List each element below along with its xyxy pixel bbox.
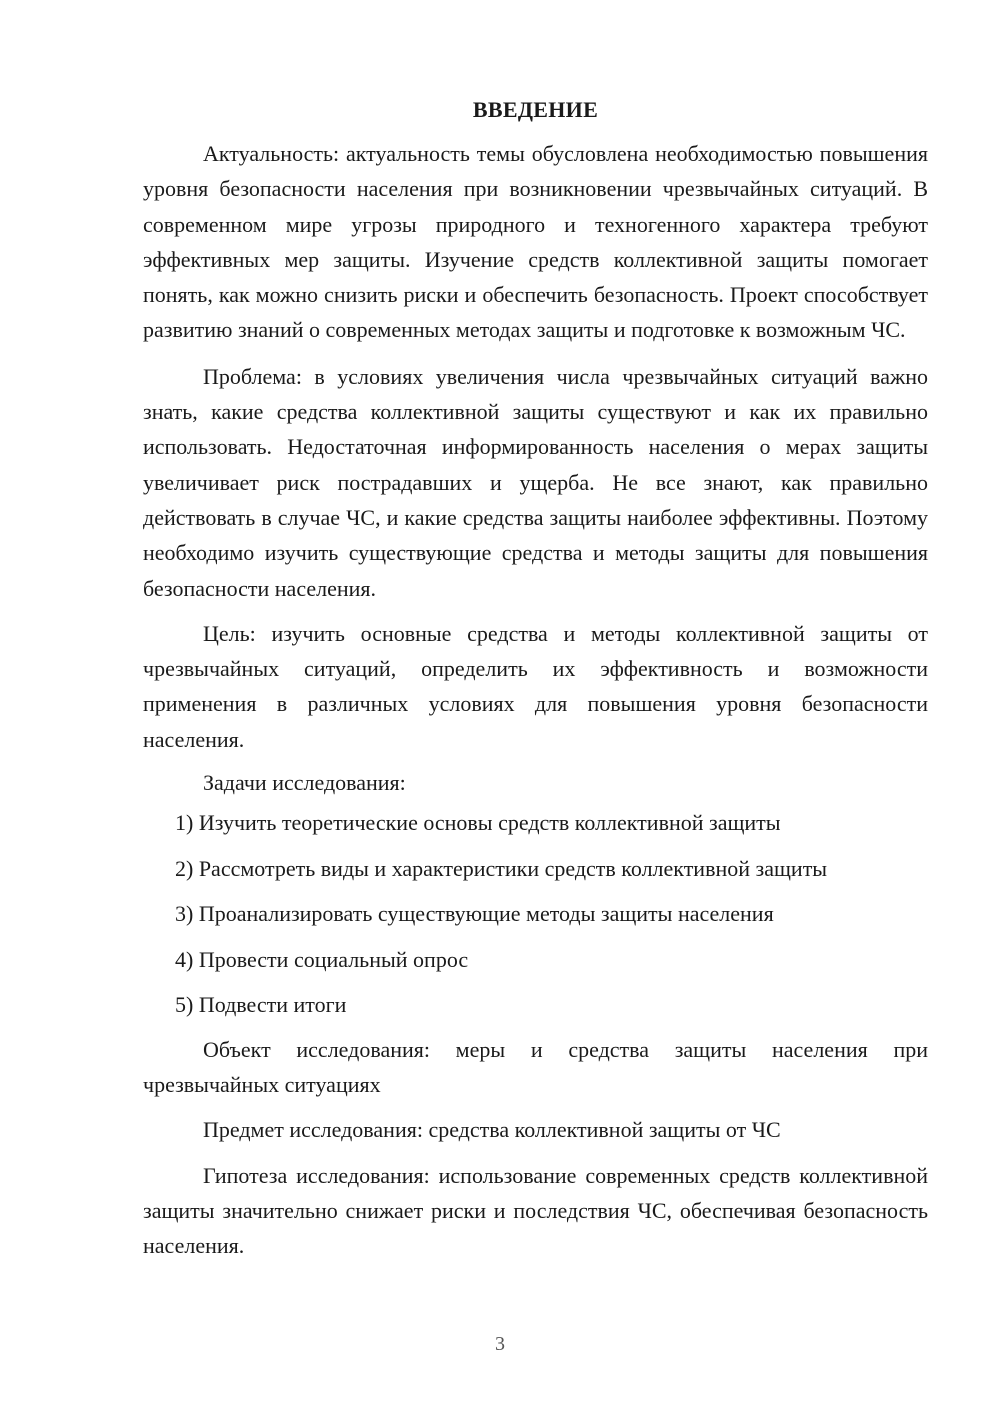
page-title: ВВЕДЕНИЕ: [472, 97, 599, 122]
task-item-4: 4) Провести социальный опрос: [175, 946, 469, 972]
goal-paragraph: Цель: изучить основные средства и методы коллективной защиты от чрезвычайных ситуаций, определить их эффективность и возможности применения в различных условиях для повышения уровня безопасности населения.: [143, 620, 928, 752]
relevance-paragraph: Актуальность: актуальность темы обусловлена необходимостью повышения уровня безопасности населения при возникновении чрезвычайных ситуаций. В современном мире угрозы природного и техногенного характера требуют эффективных мер защиты. Изучение средств коллективной защиты помогает понять, как можно снизить риски и обеспечить безопасность. Проект способствует развитию знаний о современных методах защиты и подготовке к возможным ЧС.: [143, 141, 928, 343]
problem-paragraph: Проблема: в условиях увеличения числа чрезвычайных ситуаций важно знать, какие средства коллективной защиты существуют и как их правильно использовать. Недостаточная информированность населения о мерах защиты увеличивает риск пострадавших и ущерба. Не все знают, как правильно действовать в случае ЧС, и какие средства защиты наиболее эффективны. Поэтому необходимо изучить существующие средства и методы защиты для повышения безопасности населения.: [143, 363, 928, 601]
page-number: 3: [495, 1333, 505, 1355]
document-page: [143, 92, 928, 1264]
task-item-1: 1) Изучить теоретические основы средств коллективной защиты: [175, 810, 781, 836]
tasks-list: [143, 800, 928, 1028]
task-item-3: 3) Проанализировать существующие методы защиты населения: [175, 901, 774, 927]
subject-paragraph: Предмет исследования: средства коллективной защиты от ЧС: [203, 1117, 781, 1143]
tasks-heading: Задачи исследования:: [203, 770, 406, 796]
task-item-5: 5) Подвести итоги: [175, 992, 347, 1018]
hypothesis-paragraph: Гипотеза исследования: использование современных средств коллективной защиты значительно снижает риски и последствия ЧС, обеспечивая безопасность населения.: [143, 1162, 928, 1259]
task-item-2: 2) Рассмотреть виды и характеристики средств коллективной защиты: [175, 855, 828, 881]
object-paragraph: Объект исследования: меры и средства защиты населения при чрезвычайных ситуациях: [143, 1036, 928, 1098]
